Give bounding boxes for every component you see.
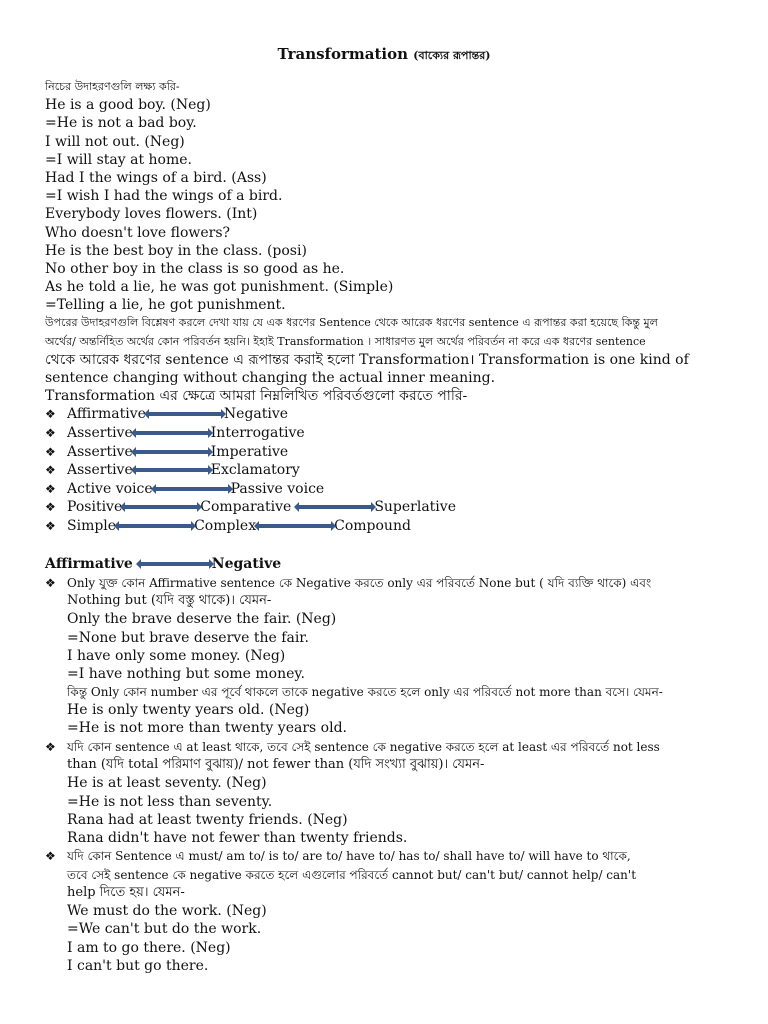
pair-right: Exclamatory <box>210 462 300 479</box>
example-line: We must do the work. (Neg) <box>67 903 267 920</box>
pair-right: Passive voice <box>230 480 325 497</box>
diamond-bullet-icon: ❖ <box>45 518 56 533</box>
list-item <box>45 498 735 517</box>
pair-left: Assertive <box>67 424 133 441</box>
list-item <box>45 738 735 757</box>
example-line: He is only twenty years old. (Neg) <box>67 702 310 719</box>
double-arrow-icon <box>134 468 210 472</box>
rule-3 <box>45 847 735 975</box>
rule-note: কিন্তু Only কোন number এর পূর্বে থাকলে তাকে negative করতে হলে only এর পরিবর্তে not more than বসে। যেমন- <box>67 685 663 700</box>
double-arrow-icon <box>117 524 193 528</box>
diamond-bullet-icon: ❖ <box>45 849 56 864</box>
example-line: =He is not less than seventy. <box>67 793 273 810</box>
list-item <box>45 517 735 536</box>
rule-text: যদি কোন sentence এ at least থাকে, তবে সেই sentence কে negative করতে হলে at least এর পরিবর্তে not less <box>67 739 660 754</box>
degree-positive: Positive <box>67 499 123 516</box>
explanation-line: sentence changing without changing the actual inner meaning. <box>45 370 496 386</box>
rule-text: Nothing but (যদি বস্তু থাকে)। যেমন- <box>67 593 272 609</box>
example-line: Rana didn't have not fewer than twenty friends. <box>67 829 408 846</box>
example-line: Only the brave deserve the fair. (Neg) <box>67 611 337 628</box>
title-english: Transformation <box>277 45 409 63</box>
examples-list <box>45 96 735 314</box>
page-title <box>0 44 768 66</box>
example-line: Had I the wings of a bird. (Ass) <box>45 169 267 186</box>
list-item <box>45 405 735 424</box>
title-bengali: (বাক্যের রূপান্তর) <box>413 49 491 62</box>
double-arrow-icon <box>139 562 211 566</box>
degree-superlative: Superlative <box>374 499 456 516</box>
rule-text: Only যুক্ত কোন Affirmative sentence কে Negative করতে only এর পরিবর্তে None but ( যদি ব্যক্তি থাকে) এবং <box>67 575 652 590</box>
example-line: I can't but go there. <box>67 957 209 974</box>
example-line: =Telling a lie, he got punishment. <box>45 297 286 314</box>
section-left: Affirmative <box>45 555 133 572</box>
pair-left: Assertive <box>67 462 133 479</box>
sentence-simple: Simple <box>67 517 117 534</box>
example-line: Rana had at least twenty friends. (Neg) <box>67 811 348 828</box>
example-line: He is at least seventy. (Neg) <box>67 775 267 792</box>
example-line: =I will stay at home. <box>45 151 192 168</box>
example-line: =He is not more than twenty years old. <box>67 720 347 737</box>
diamond-bullet-icon: ❖ <box>45 739 56 754</box>
example-line: He is the best boy in the class. (posi) <box>45 242 307 259</box>
double-arrow-icon <box>123 505 199 509</box>
explanation-line: Transformation এর ক্ষেত্রে আমরা নিম্নলিখিত পরিবর্তগুলো করতে পারি- <box>45 388 468 405</box>
section-heading <box>45 554 735 574</box>
rule-1 <box>45 574 735 738</box>
list-item <box>45 443 735 462</box>
list-item <box>45 424 735 443</box>
double-arrow-icon <box>134 450 210 454</box>
diamond-bullet-icon: ❖ <box>45 407 56 422</box>
degree-comparative: Comparative <box>200 499 292 516</box>
sentence-complex: Complex <box>194 517 257 534</box>
example-line: Who doesn't love flowers? <box>45 224 231 241</box>
rule-text: যদি কোন Sentence এ must/ am to/ is to/ are to/ have to/ has to/ shall have to/ will have to থাকে, <box>67 849 631 864</box>
pair-right: Negative <box>223 406 289 423</box>
list-item <box>45 847 735 866</box>
double-arrow-icon <box>147 412 223 416</box>
explanation-line: উপরের উদাহরণগুলি বিশ্লেষণ করলে দেখা যায় যে এক ধরণের Sentence থেকে আরেক ধরণের sentence এ রূপান্তর করা হয়েছে কিন্তু মুল <box>45 316 658 330</box>
rule-text: help দিতে হয়। যেমন- <box>67 884 185 900</box>
list-item <box>45 574 735 593</box>
example-line: I will not out. (Neg) <box>45 133 185 150</box>
example-line: =None but brave deserve the fair. <box>67 629 309 646</box>
example-line: As he told a lie, he was got punishment. (Simple) <box>45 279 394 296</box>
transformation-types-list <box>45 405 735 535</box>
list-item <box>45 480 735 499</box>
pair-right: Interrogative <box>210 424 305 441</box>
diamond-bullet-icon: ❖ <box>45 425 56 440</box>
double-arrow-icon <box>257 524 333 528</box>
diamond-bullet-icon: ❖ <box>45 481 56 496</box>
example-line: I have only some money. (Neg) <box>67 647 286 664</box>
sentence-compound: Compound <box>334 517 411 534</box>
rule-text: তবে সেই sentence কে negative করতে হলে এগুলোর পরিবর্তে cannot but/ can't but/ cannot help/ can't <box>67 867 637 882</box>
intro-text: নিচের উদাহরণগুলি লক্ষ্য করি- <box>45 80 180 93</box>
rule-2 <box>45 738 735 848</box>
diamond-bullet-icon: ❖ <box>45 500 56 515</box>
example-line: =We can't but do the work. <box>67 921 262 938</box>
example-line: I am to go there. (Neg) <box>67 939 231 956</box>
diamond-bullet-icon: ❖ <box>45 463 56 478</box>
pair-left: Active voice <box>67 480 153 497</box>
content-body <box>45 78 735 975</box>
explanation-line: থেকে আরেক ধরণের sentence এ রূপান্তর করাই হলো Transformation। Transformation is one kind of <box>45 351 689 368</box>
double-arrow-icon <box>154 487 230 491</box>
example-line: =I wish I had the wings of a bird. <box>45 188 283 205</box>
example-line: =He is not a bad boy. <box>45 115 197 132</box>
rule-text: than (যদি total পরিমাণ বুঝায়)/ not fewer than (যদি সংখ্যা বুঝায়)। যেমন- <box>67 757 485 773</box>
example-line: =I have nothing but some money. <box>67 665 305 682</box>
explanation-paragraph <box>45 314 735 405</box>
explanation-line: অর্থের/ অন্তর্নিহিত অর্থের কোন পরিবর্তন হয়নি। ইহাই Transformation । সাধারণত মুল অর্থের পরিবর্তন না করে এক ধরণের sentence <box>45 334 646 348</box>
pair-right: Imperative <box>210 443 289 460</box>
section-right: Negative <box>211 555 282 572</box>
double-arrow-icon <box>134 431 210 435</box>
pair-left: Affirmative <box>67 406 146 423</box>
double-arrow-icon <box>297 505 373 509</box>
diamond-bullet-icon: ❖ <box>45 575 56 590</box>
diamond-bullet-icon: ❖ <box>45 444 56 459</box>
example-line: He is a good boy. (Neg) <box>45 97 211 114</box>
example-line: No other boy in the class is so good as he. <box>45 260 345 277</box>
pair-left: Assertive <box>67 443 133 460</box>
example-line: Everybody loves flowers. (Int) <box>45 206 258 223</box>
list-item <box>45 461 735 480</box>
